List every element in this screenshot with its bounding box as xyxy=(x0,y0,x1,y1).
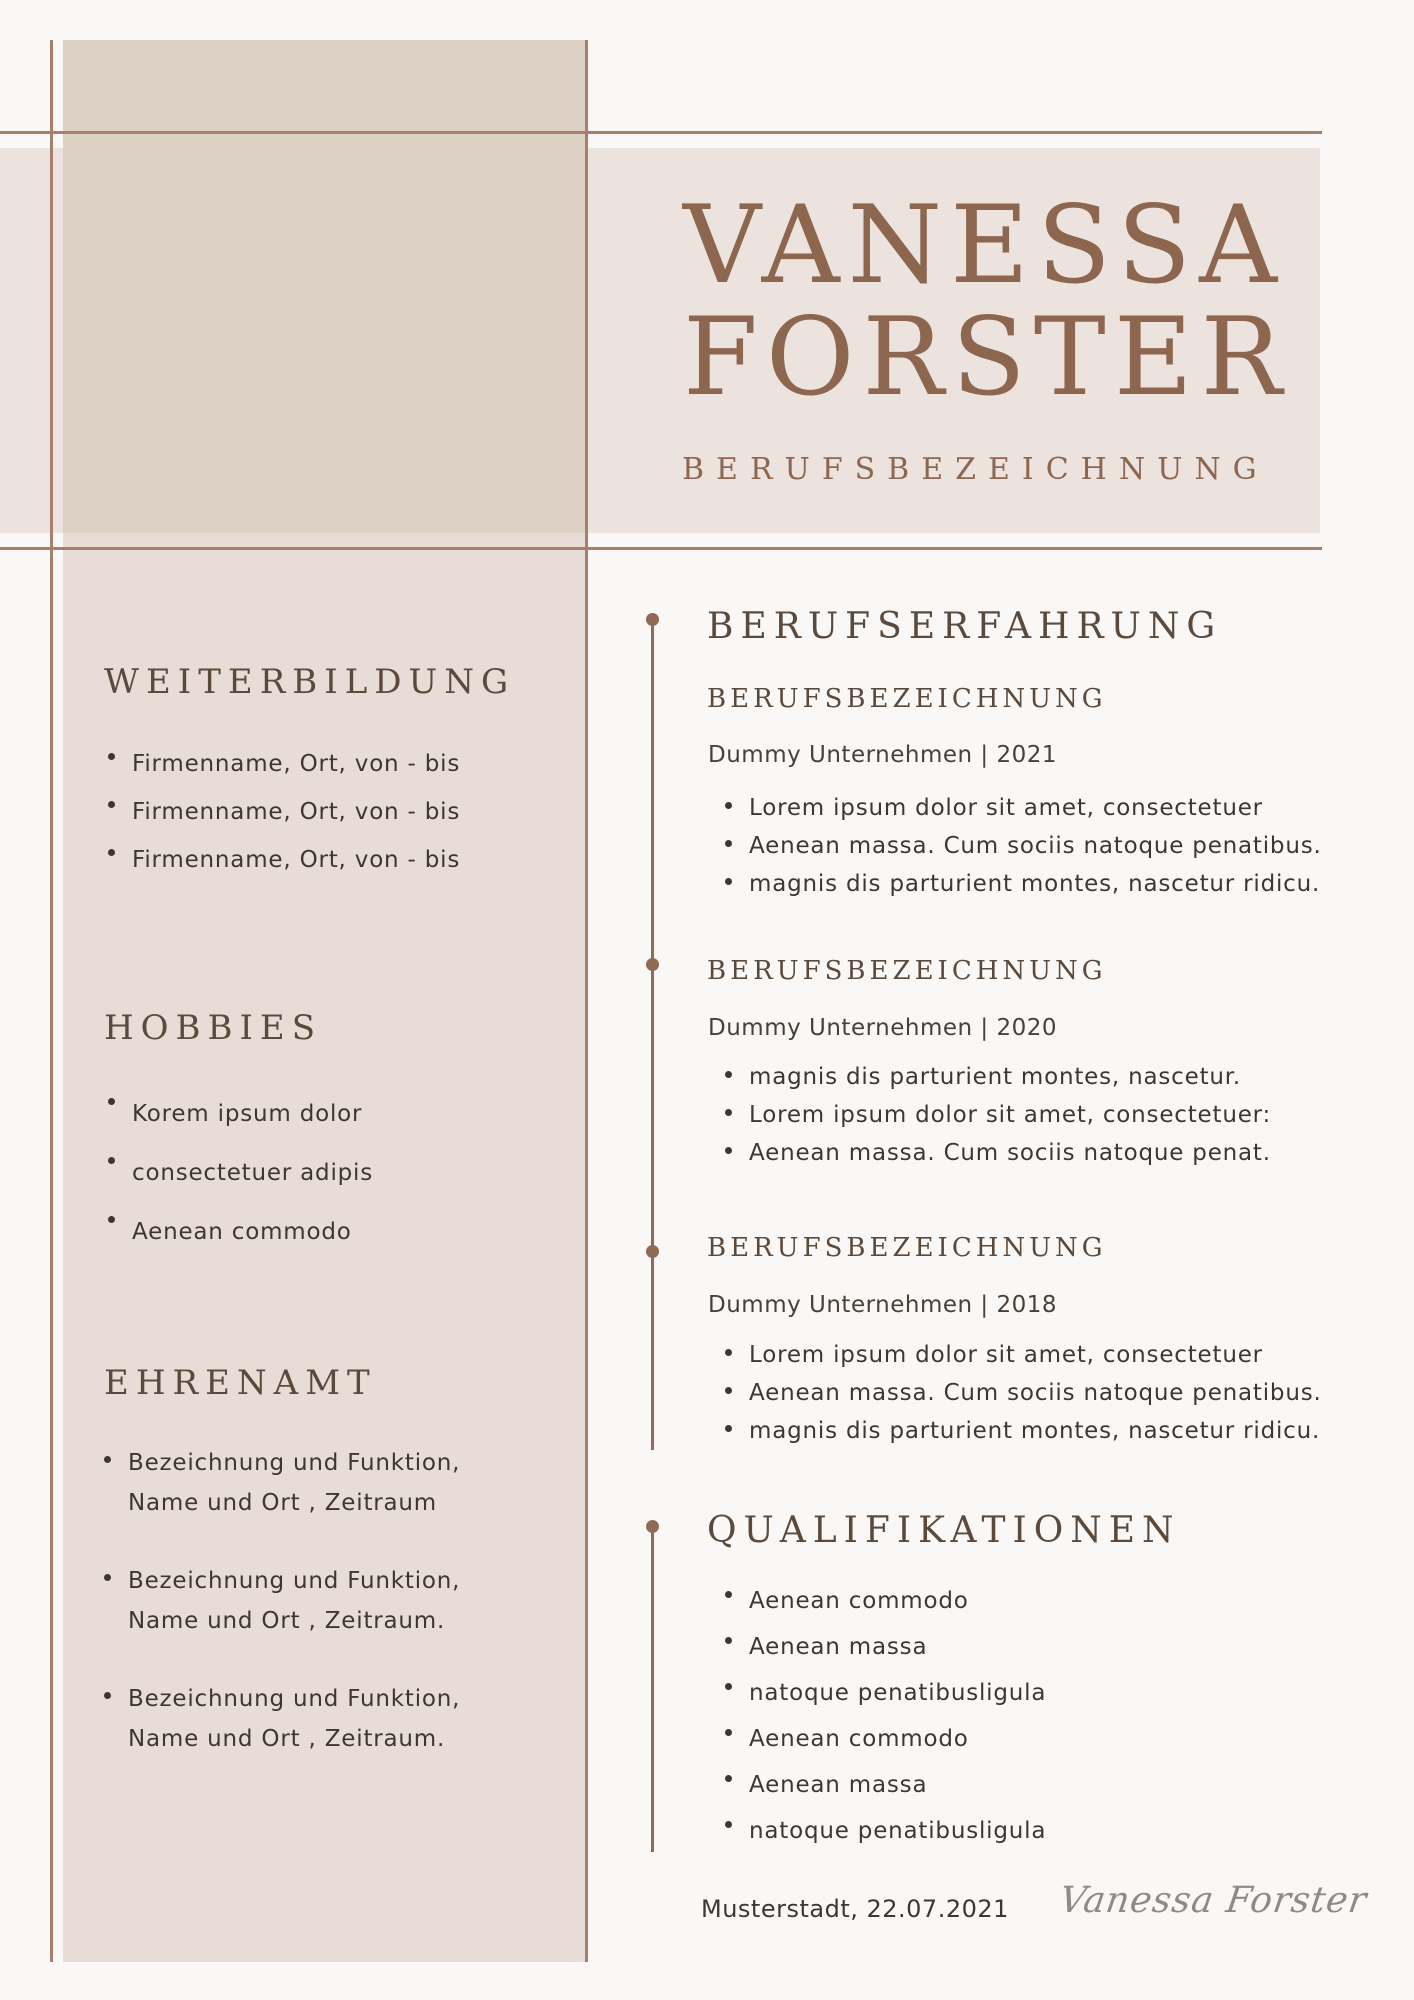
ehrenamt-heading: EHRENAMT xyxy=(104,1363,377,1403)
timeline-line-qualifications xyxy=(651,1527,654,1852)
candidate-name xyxy=(683,183,1290,420)
ehrenamt-detail: Name und Ort , Zeitraum. xyxy=(128,1726,446,1752)
list-item: Aenean commodo xyxy=(723,1578,1046,1624)
job-title-2: BERUFSBEZEICHNUNG xyxy=(707,956,1107,986)
experience-heading: BERUFSERFAHRUNG xyxy=(707,606,1223,647)
list-item xyxy=(102,1561,460,1641)
list-item: natoque penatibusligula xyxy=(723,1670,1046,1716)
ehrenamt-role: Bezeichnung und Funktion, xyxy=(128,1450,461,1476)
ehrenamt-detail: Name und Ort , Zeitraum xyxy=(128,1490,437,1516)
job-bullets-2 xyxy=(723,1058,1271,1172)
timeline-dot xyxy=(646,613,659,626)
list-item: Lorem ipsum dolor sit amet, consectetuer: xyxy=(723,1096,1271,1134)
hobbies-heading: HOBBIES xyxy=(104,1008,323,1048)
list-item: Korem ipsum dolor xyxy=(106,1085,373,1144)
job-title-1: BERUFSBEZEICHNUNG xyxy=(707,684,1107,714)
weiterbildung-list xyxy=(106,740,460,884)
ehrenamt-list xyxy=(102,1443,460,1797)
list-item: consectetuer adipis xyxy=(106,1144,373,1203)
list-item: Lorem ipsum dolor sit amet, consectetuer xyxy=(723,1336,1322,1374)
list-item: Firmenname, Ort, von - bis xyxy=(106,836,460,884)
job-company-3: Dummy Unternehmen | 2018 xyxy=(708,1292,1057,1318)
list-item: natoque penatibusligula xyxy=(723,1808,1046,1854)
name-first: VANESSA xyxy=(683,183,1286,308)
list-item: Aenean commodo xyxy=(723,1716,1046,1762)
qualifications-heading: QUALIFIKATIONEN xyxy=(707,1510,1181,1551)
list-item: magnis dis parturient montes, nascetur ridicu. xyxy=(723,1412,1322,1450)
ehrenamt-role: Bezeichnung und Funktion, xyxy=(128,1686,461,1712)
timeline-dot xyxy=(646,1245,659,1258)
frame-line-horizontal-top xyxy=(0,131,1322,134)
list-item: Lorem ipsum dolor sit amet, consectetuer xyxy=(723,789,1322,827)
frame-line-vertical-left xyxy=(50,40,53,1962)
list-item: magnis dis parturient montes, nascetur ridicu. xyxy=(723,865,1322,903)
weiterbildung-heading: WEITERBILDUNG xyxy=(104,662,516,702)
list-item: Firmenname, Ort, von - bis xyxy=(106,788,460,836)
job-title-3: BERUFSBEZEICHNUNG xyxy=(707,1233,1107,1263)
ehrenamt-detail: Name und Ort , Zeitraum. xyxy=(128,1608,446,1634)
list-item: magnis dis parturient montes, nascetur. xyxy=(723,1058,1271,1096)
frame-line-horizontal-bottom xyxy=(0,547,1322,550)
place-and-date: Musterstadt, 22.07.2021 xyxy=(701,1895,1009,1923)
frame-line-vertical-right xyxy=(585,40,588,1962)
job-bullets-1 xyxy=(723,789,1322,903)
name-last: FORSTER xyxy=(683,295,1290,420)
hobbies-list xyxy=(106,1085,373,1262)
list-item: Aenean massa xyxy=(723,1624,1046,1670)
timeline-dot xyxy=(646,1520,659,1533)
list-item: Aenean commodo xyxy=(106,1203,373,1262)
list-item: Aenean massa xyxy=(723,1762,1046,1808)
list-item xyxy=(102,1443,460,1523)
list-item xyxy=(102,1679,460,1759)
timeline-line-experience xyxy=(651,620,654,1450)
ehrenamt-role: Bezeichnung und Funktion, xyxy=(128,1568,461,1594)
list-item: Aenean massa. Cum sociis natoque penat. xyxy=(723,1134,1271,1172)
list-item: Aenean massa. Cum sociis natoque penatibus. xyxy=(723,1374,1322,1412)
job-company-1: Dummy Unternehmen | 2021 xyxy=(708,742,1057,768)
job-company-2: Dummy Unternehmen | 2020 xyxy=(708,1015,1057,1041)
qualifications-list xyxy=(723,1578,1046,1854)
signature: Vanessa Forster xyxy=(1057,1880,1370,1921)
photo-placeholder xyxy=(63,40,587,533)
job-title: BERUFSBEZEICHNUNG xyxy=(682,452,1269,487)
list-item: Firmenname, Ort, von - bis xyxy=(106,740,460,788)
timeline-dot xyxy=(646,958,659,971)
list-item: Aenean massa. Cum sociis natoque penatibus. xyxy=(723,827,1322,865)
job-bullets-3 xyxy=(723,1336,1322,1450)
